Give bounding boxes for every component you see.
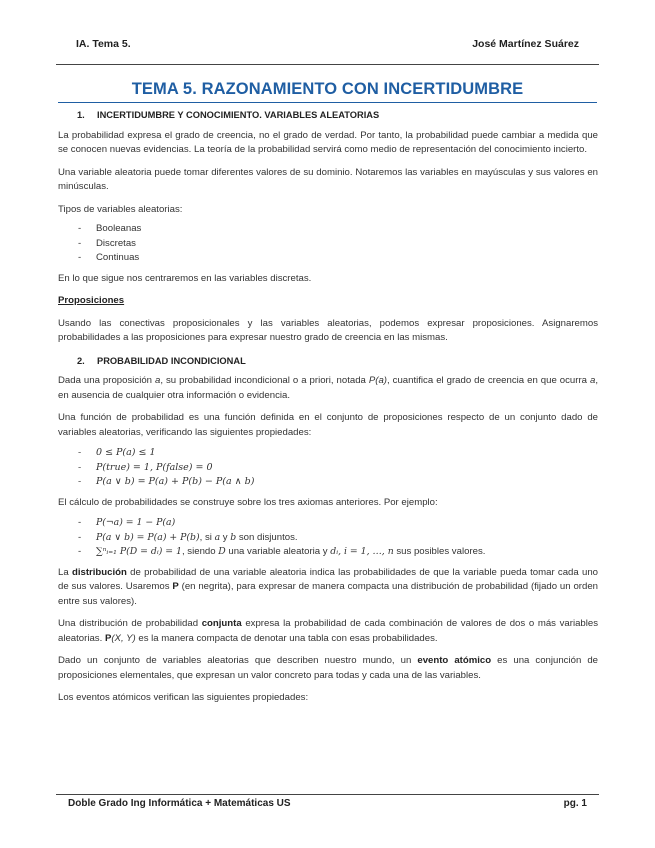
paragraph: Los eventos atómicos verifican las siguientes propiedades: [58, 692, 309, 703]
paragraph: Una variable aleatoria puede tomar diferentes valores de su dominio. Notaremos las variables en mayúsculas y sus valores en minúsculas. [58, 166, 598, 192]
variable-types-list [58, 222, 598, 266]
list-item: - Booleanas [58, 222, 598, 237]
paragraph: Usando las conectivas proposicionales y las variables aleatorias, podemos expresar proposiciones. Asignaremos probabilidades a las proposiciones para expresar nuestro grado de creencia en las mismas. [58, 317, 598, 343]
page-title: TEMA 5. RAZONAMIENTO CON INCERTIDUMBRE [131, 80, 524, 98]
section-heading-2: 2. PROBABILIDAD INCONDICIONAL [77, 355, 246, 366]
list-item: - Discretas [58, 237, 598, 252]
paragraph: En lo que sigue nos centraremos en las variables discretas. [58, 272, 312, 284]
section-heading-1: 1. INCERTIDUMBRE Y CONOCIMIENTO. VARIABLES ALEATORIAS [77, 110, 380, 120]
axiom: - 0 ≤ P(a) ≤ 1 [58, 446, 598, 461]
header-divider [56, 64, 599, 65]
title-underline [58, 102, 597, 103]
footer-left: Doble Grado Ing Informática + Matemáticas US [68, 798, 291, 809]
page-number: pg. 1 [563, 798, 587, 809]
paragraph: La probabilidad expresa el grado de creencia, no el grado de verdad. Por tanto, la probabilidad puede cambiar a medida que se conocen nuevas evidencias. La teoría de la probabilidad servirá como medio de representación del conocimiento incierto. [58, 129, 598, 155]
axiom: - P(a ∨ b) = P(a) + P(b) − P(a ∧ b) [58, 475, 598, 490]
example: - P(a ∨ b) = P(a) + P(b), si a y b son disjuntos. [58, 531, 598, 546]
examples-list [58, 516, 598, 560]
subheading-proposiciones: Proposiciones [58, 295, 125, 306]
paragraph: Tipos de variables aleatorias: [58, 203, 183, 215]
paragraph: La distribución de probabilidad de una variable aleatoria indica las probabilidades de que la variable pueda tomar cada uno de sus valores. Usaremos P (en negrita), para expresar de manera compacta una distribución de probabilidad (fijado un orden entre sus valores). [58, 566, 599, 607]
list-item: - Continuas [58, 251, 598, 266]
header-right: José Martínez Suárez [472, 38, 579, 50]
paragraph: El cálculo de probabilidades se construye sobre los tres axiomas anteriores. Por ejemplo: [58, 496, 438, 508]
paragraph: Una función de probabilidad es una función definida en el conjunto de proposiciones respecto de un conjunto dado de variables aleatorias, verificando las siguientes propiedades: [58, 412, 598, 438]
axiom: - P(true) = 1, P(false) = 0 [58, 461, 598, 476]
example: - P(¬a) = 1 − P(a) [58, 516, 598, 531]
paragraph: Dada una proposición a, su probabilidad incondicional o a priori, notada P(a), cuantifica el grado de creencia en que ocurra a, en ausencia de cualquier otra información o evidencia. [58, 375, 598, 401]
axioms-list [58, 446, 598, 490]
footer-divider [56, 794, 599, 795]
page-header [76, 38, 579, 54]
example: - ∑ⁿᵢ₌₁ P(D = dᵢ) = 1, siendo D una variable aleatoria y dᵢ, i = 1, …, n sus posibles valores. [58, 545, 598, 560]
paragraph: Dado un conjunto de variables aleatorias que describen nuestro mundo, un evento atómico es una conjunción de proposiciones elementales, que expresan un valor concreto para todas y cada una de las variables. [58, 655, 599, 681]
document-body [58, 108, 598, 714]
paragraph: Una distribución de probabilidad conjunta expresa la probabilidad de cada combinación de valores de dos o más variables aleatorias. P(X, Y) es la manera compacta de denotar una tabla con esas probabilidades. [58, 618, 599, 644]
header-left: IA. Tema 5. [76, 38, 131, 50]
